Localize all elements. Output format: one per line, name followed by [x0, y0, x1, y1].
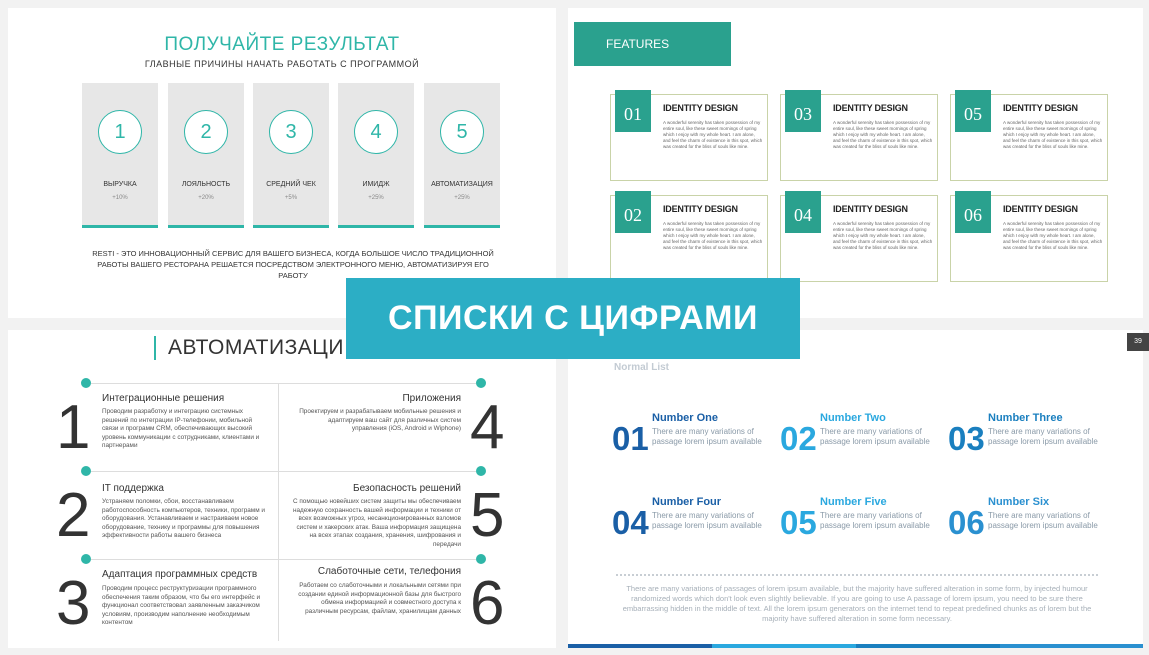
- item-title: Приложения: [402, 393, 461, 404]
- number-item: [948, 412, 1118, 456]
- slide-results: [8, 8, 556, 318]
- item-text: There are many variations of passage lorem ipsum available: [820, 511, 930, 530]
- features-header: FEATURES: [574, 22, 731, 66]
- item-title: Number Six: [988, 496, 1050, 508]
- item-title: Number Five: [820, 496, 887, 508]
- card-bar: [82, 225, 158, 228]
- feature-title: IDENTITY DESIGN: [833, 204, 908, 214]
- item-number: 6: [470, 569, 505, 638]
- card-value: +5%: [284, 195, 298, 201]
- item-title: Слаботочные сети, телефония: [317, 566, 461, 577]
- feature-text: A wonderful serenity has taken possession of my entire soul, like these sweet mornings of spring which I enjoy with my whole heart. I am alone, and feel the charm of existence in this spot, which was created for the bliss of souls like mine.: [663, 120, 763, 149]
- card-bar: [338, 225, 414, 228]
- results-subtitle: ГЛАВНЫЕ ПРИЧИНЫ НАЧАТЬ РАБОТАТЬ С ПРОГРАММОЙ: [144, 59, 420, 69]
- item-text: Работаем со слаботочными и локальными сетями при создании единой информационной базы для быстрого обмена информацией и совместного доступа к различным ресурсам, файлам, хранилищам данных: [298, 582, 461, 615]
- card-value: +25%: [368, 195, 384, 201]
- footer-paragraph: There are many variations of passages of lorem ipsum available, but the majority have suffered alteration in some form, by injected humour randomized words which don't look even slightly believable. If you are going to use A passage of lorem ipsum, you need to be sure there embarrassing hidden in the middle of text. All the lorem ipsum generators on the internet tend to repeat predefined chunks as of lorem but the majority have suffered alteration in some form necessary.: [622, 584, 1092, 623]
- item-title: IT поддержка: [102, 483, 164, 494]
- feature-number: 01: [615, 90, 651, 132]
- item-number: 1: [56, 393, 91, 462]
- result-card: [253, 83, 329, 228]
- feature-box: [780, 94, 938, 181]
- dot-marker: [81, 554, 91, 564]
- number-item: [948, 496, 1118, 540]
- feature-box: [950, 195, 1108, 282]
- divider: [91, 559, 476, 560]
- footer-bar: [712, 644, 856, 648]
- feature-text: A wonderful serenity has taken possession of my entire soul, like these sweet mornings of spring which I enjoy with my whole heart. I am alone, and feel the charm of existence in this spot, which was created for the bliss of souls like mine.: [663, 221, 763, 250]
- divider: [91, 471, 476, 472]
- slide-features: [568, 8, 1143, 318]
- divider: [91, 383, 476, 384]
- automation-title: АВТОМАТИЗАЦИ: [154, 336, 344, 360]
- feature-number: 03: [785, 90, 821, 132]
- feature-box: [610, 195, 768, 282]
- item-number: 01: [612, 420, 649, 457]
- item-number: 3: [56, 569, 91, 638]
- footer-bar: [568, 644, 712, 648]
- slide-automation: [8, 330, 556, 648]
- item-title: Number One: [652, 412, 719, 424]
- dot-marker: [476, 378, 486, 388]
- item-number: 06: [948, 504, 985, 541]
- card-number: 1: [98, 110, 142, 154]
- card-label: ЛОЯЛЬНОСТЬ: [181, 181, 231, 188]
- item-title: Number Two: [820, 412, 886, 424]
- feature-title: IDENTITY DESIGN: [1003, 204, 1078, 214]
- result-card: [424, 83, 500, 228]
- dot-marker: [476, 554, 486, 564]
- feature-box: [610, 94, 768, 181]
- card-value: +20%: [198, 195, 214, 201]
- results-paragraph: RESTI - ЭТО ИННОВАЦИОННЫЙ СЕРВИС ДЛЯ ВАШЕГО БИЗНЕСА, КОГДА БОЛЬШОЕ ЧИСЛО ТРАДИЦИОННОЙ РАБОТЫ ВАШЕГО РЕСТОРАНА РЕШАЕТСЯ ПОСРЕДСТВОМ ЭЛЕКТРОННОГО МЕНЮ, АВТОМАТИЗИРУЯ ЕГО РАБОТУ: [92, 249, 494, 280]
- feature-box: [780, 195, 938, 282]
- feature-title: IDENTITY DESIGN: [833, 103, 908, 113]
- item-text: There are many variations of passage lorem ipsum available: [652, 511, 762, 530]
- footer-bar: [856, 644, 1000, 648]
- dot-marker: [476, 466, 486, 476]
- item-title: Интеграционные решения: [102, 393, 225, 404]
- page-number-badge: 39: [1127, 333, 1149, 351]
- card-number: 4: [354, 110, 398, 154]
- result-card: [168, 83, 244, 228]
- feature-text: A wonderful serenity has taken possession of my entire soul, like these sweet mornings of spring which I enjoy with my whole heart. I am alone, and feel the charm of existence in this spot, which was created for the bliss of souls like mine.: [1003, 221, 1103, 250]
- number-item: [780, 496, 950, 540]
- item-text: There are many variations of passage lorem ipsum available: [988, 511, 1098, 530]
- result-card: [338, 83, 414, 228]
- item-text: There are many variations of passage lorem ipsum available: [820, 427, 930, 446]
- list-label: Normal List: [614, 362, 670, 373]
- result-card: [82, 83, 158, 228]
- divider: [278, 383, 279, 641]
- number-item: [612, 496, 782, 540]
- dot-marker: [81, 466, 91, 476]
- card-label: СРЕДНИЙ ЧЕК: [266, 181, 316, 188]
- item-text: There are many variations of passage lorem ipsum available: [988, 427, 1098, 446]
- item-number: 05: [780, 504, 817, 541]
- feature-number: 02: [615, 191, 651, 233]
- card-label: ИМИДЖ: [362, 181, 390, 188]
- dotted-divider: [616, 574, 1098, 576]
- item-number: 04: [612, 504, 649, 541]
- card-value: +25%: [454, 195, 470, 201]
- slide-numbered-list: [568, 330, 1143, 648]
- item-text: Проводим процесс реструктуризации программного обеспечения таким образом, что бы его интерфейс и функционал соответствовал заявленным заказчиком условиям, производим наполнение необходимым контентом: [102, 585, 261, 626]
- feature-title: IDENTITY DESIGN: [663, 204, 738, 214]
- card-bar: [253, 225, 329, 228]
- feature-title: IDENTITY DESIGN: [663, 103, 738, 113]
- card-value: +10%: [112, 195, 128, 201]
- number-item: [780, 412, 950, 456]
- item-text: Проводим разработку и интеграцию системных решений по интеграции IP-телефонии, мобильной связи и программ CRM, обеспечивающих высокий уровень коммуникации с сотрудниками, клиентами и партнерами: [102, 408, 260, 449]
- item-number: 2: [56, 481, 91, 550]
- item-title: Number Four: [652, 496, 722, 508]
- results-title: ПОЛУЧАЙТЕ РЕЗУЛЬТАТ: [164, 34, 400, 55]
- item-text: С помощью новейших систем защиты мы обеспечиваем надежную сохранность вашей информации и техники от всех возможных угроз, несанкционированных взломов систем и хакерских атак. Ваша информация защищена на всех этапах создания, хранения, шифрования и передачи: [292, 498, 461, 548]
- item-number: 03: [948, 420, 985, 457]
- footer-bar: [1000, 644, 1143, 648]
- feature-box: [950, 94, 1108, 181]
- card-label: АВТОМАТИЗАЦИЯ: [431, 181, 493, 188]
- item-text: Проектируем и разрабатываем мобильные решения и адаптируем ваш сайт для различных систем управления (iOS, Android и Wiphone): [299, 408, 461, 432]
- item-title: Number Three: [988, 412, 1063, 424]
- feature-title: IDENTITY DESIGN: [1003, 103, 1078, 113]
- item-title: Безопасность решений: [353, 483, 461, 494]
- card-label: ВЫРУЧКА: [103, 181, 137, 188]
- item-text: Устраняем поломки, сбои, восстанавливаем работоспособность компьютеров, техники, программ и оборудования. Устанавливаем и настраиваем новое оборудование, технику и программы для повышения эффективности работы вашего бизнеса: [102, 498, 265, 539]
- feature-text: A wonderful serenity has taken possession of my entire soul, like these sweet mornings of spring which I enjoy with my whole heart. I am alone, and feel the charm of existence in this spot, which was created for the bliss of souls like mine.: [833, 221, 933, 250]
- overlay-banner: СПИСКИ С ЦИФРАМИ: [346, 278, 800, 359]
- number-item: [612, 412, 782, 456]
- feature-number: 06: [955, 191, 991, 233]
- feature-text: A wonderful serenity has taken possession of my entire soul, like these sweet mornings of spring which I enjoy with my whole heart. I am alone, and feel the charm of existence in this spot, which was created for the bliss of souls like mine.: [833, 120, 933, 149]
- item-number: 4: [470, 393, 505, 462]
- card-number: 2: [184, 110, 228, 154]
- item-text: There are many variations of passage lorem ipsum available: [652, 427, 762, 446]
- card-bar: [168, 225, 244, 228]
- card-number: 3: [269, 110, 313, 154]
- card-bar: [424, 225, 500, 228]
- item-title: Адаптация программных средств: [102, 569, 258, 580]
- feature-text: A wonderful serenity has taken possession of my entire soul, like these sweet mornings of spring which I enjoy with my whole heart. I am alone, and feel the charm of existence in this spot, which was created for the bliss of souls like mine.: [1003, 120, 1103, 149]
- item-number: 5: [470, 481, 505, 550]
- feature-number: 04: [785, 191, 821, 233]
- item-number: 02: [780, 420, 817, 457]
- card-number: 5: [440, 110, 484, 154]
- dot-marker: [81, 378, 91, 388]
- feature-number: 05: [955, 90, 991, 132]
